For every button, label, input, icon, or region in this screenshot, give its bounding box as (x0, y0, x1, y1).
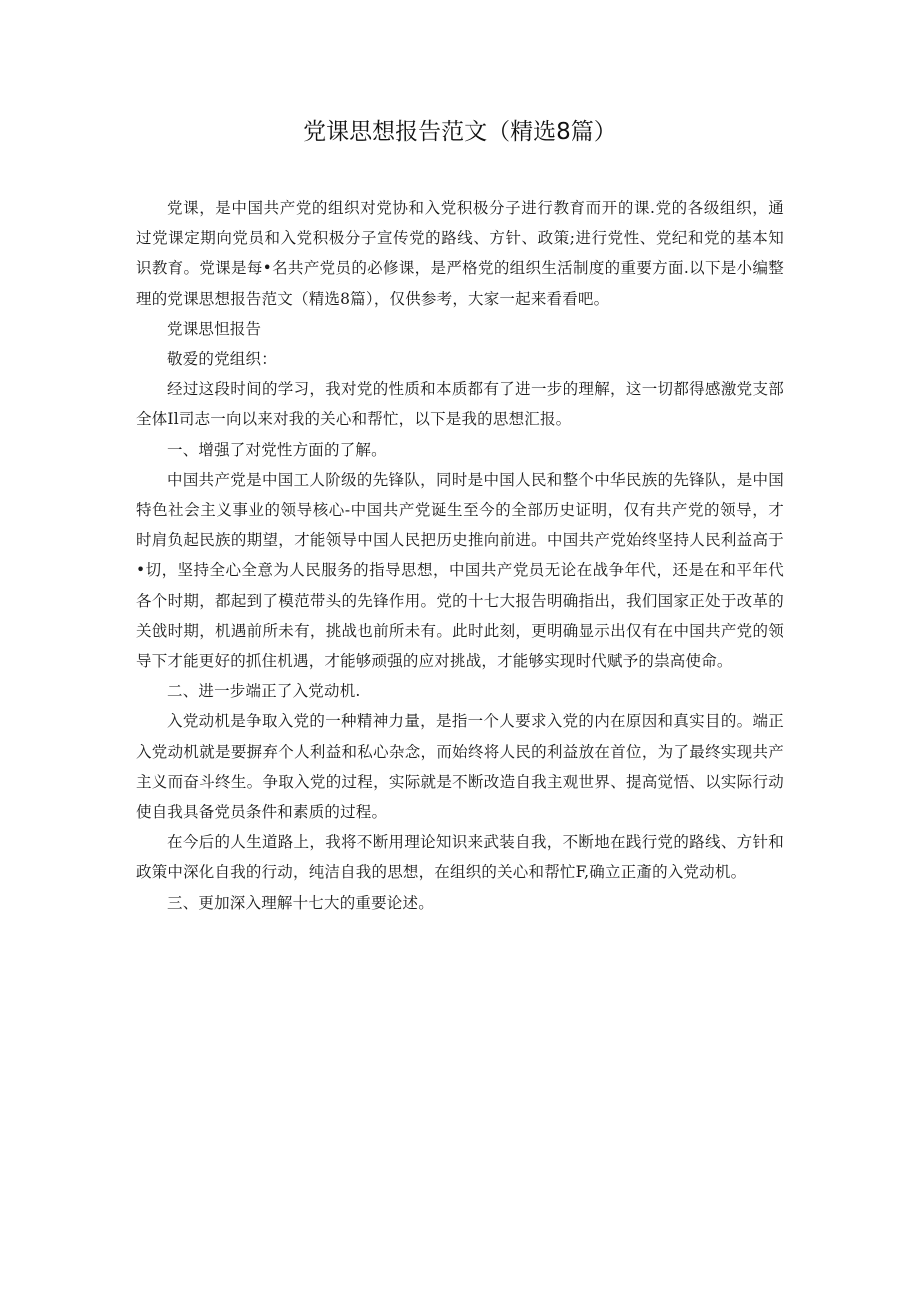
paragraph-section-2b: 在今后的人生道路上，我将不断用理论知识来武装自我，不断地在践行党的路线、方针和政策中深化自我的行动，纯洁自我的思想，在组织的关心和帮忙F,确立正齑的入党动机。 (136, 833, 784, 882)
paragraph-section-1: 中国共产党是中国工人阶级的先锋队，同时是中国人民和整个中华民族的先锋队，是中国特色社会主义事业的领导核心-中国共产党诞生至今的全部历史证明，仅有共产党的领导，才时肩负起民族的期望，才能领导中国人民把历史推向前进。中国共产党始终坚持人民利益高于•切，坚持全心全意为人民服务的指导思想，中国共产党员无论在战争年代，还是在和平年代各个时期，都起到了模范带头的先锋作用。党的十七大报告明确指出，我们国家正处于改革的关戗时期，机遇前所未有，挑战也前所未有。此时此刻，更明确显示出仅有在中国共产党的领导下才能更好的抓住机遇，才能够顽强的应对挑战，才能够实现时代赋予的祟高使命。 (136, 470, 784, 671)
paragraph-section-2a: 入党动机是争取入党的一种精神力量，是指一个人要求入党的内在原因和真实目的。端正入党动机就是要摒弃个人利益和私心杂念，而始终将人民的利益放在首位，为了最终实现共产主义而奋斗终生。争取入党的过程，实际就是不断改造自我主观世界、提高觉悟、以实际行动使自我具备党员条件和素质的过程。 (136, 712, 784, 822)
paragraph-salutation: 敬爱的党组织： (167, 350, 277, 369)
paragraph-intro: 党课，是中国共产党的组织对党协和入党积极分子进行教育而开的课.党的各级组织，通过党课定期向党员和入党积极分子宣传党的路线、方针、政策;进行党性、党纪和党的基本知识教育。党课是每•名共产党员的必修课，是严格党的组织生活制度的重要方面.以下是小编整理的党课思想报告范文（精选8篇），仅供参考，大家一起来看看吧。 (136, 199, 784, 308)
paragraph-report-heading: 党课思怛报告 (167, 319, 262, 338)
document-title: 党课思想报告范文（精选8篇） (303, 119, 617, 145)
document-body (136, 193, 784, 918)
section-heading-2: 二、进一步端正了入党动机. (167, 682, 361, 701)
section-heading-3: 三、更加深入理解十七大的重要论述。 (167, 893, 434, 912)
section-heading-1: 一、增强了对党性方面的了解。 (167, 440, 387, 459)
paragraph-opening: 经过这段时间的学习，我对党的性质和本质都有了进一步的理解，这一切都得感激党支部全体Il司志一向以来对我的关心和帮忙，以下是我的思想汇报。 (136, 380, 784, 429)
